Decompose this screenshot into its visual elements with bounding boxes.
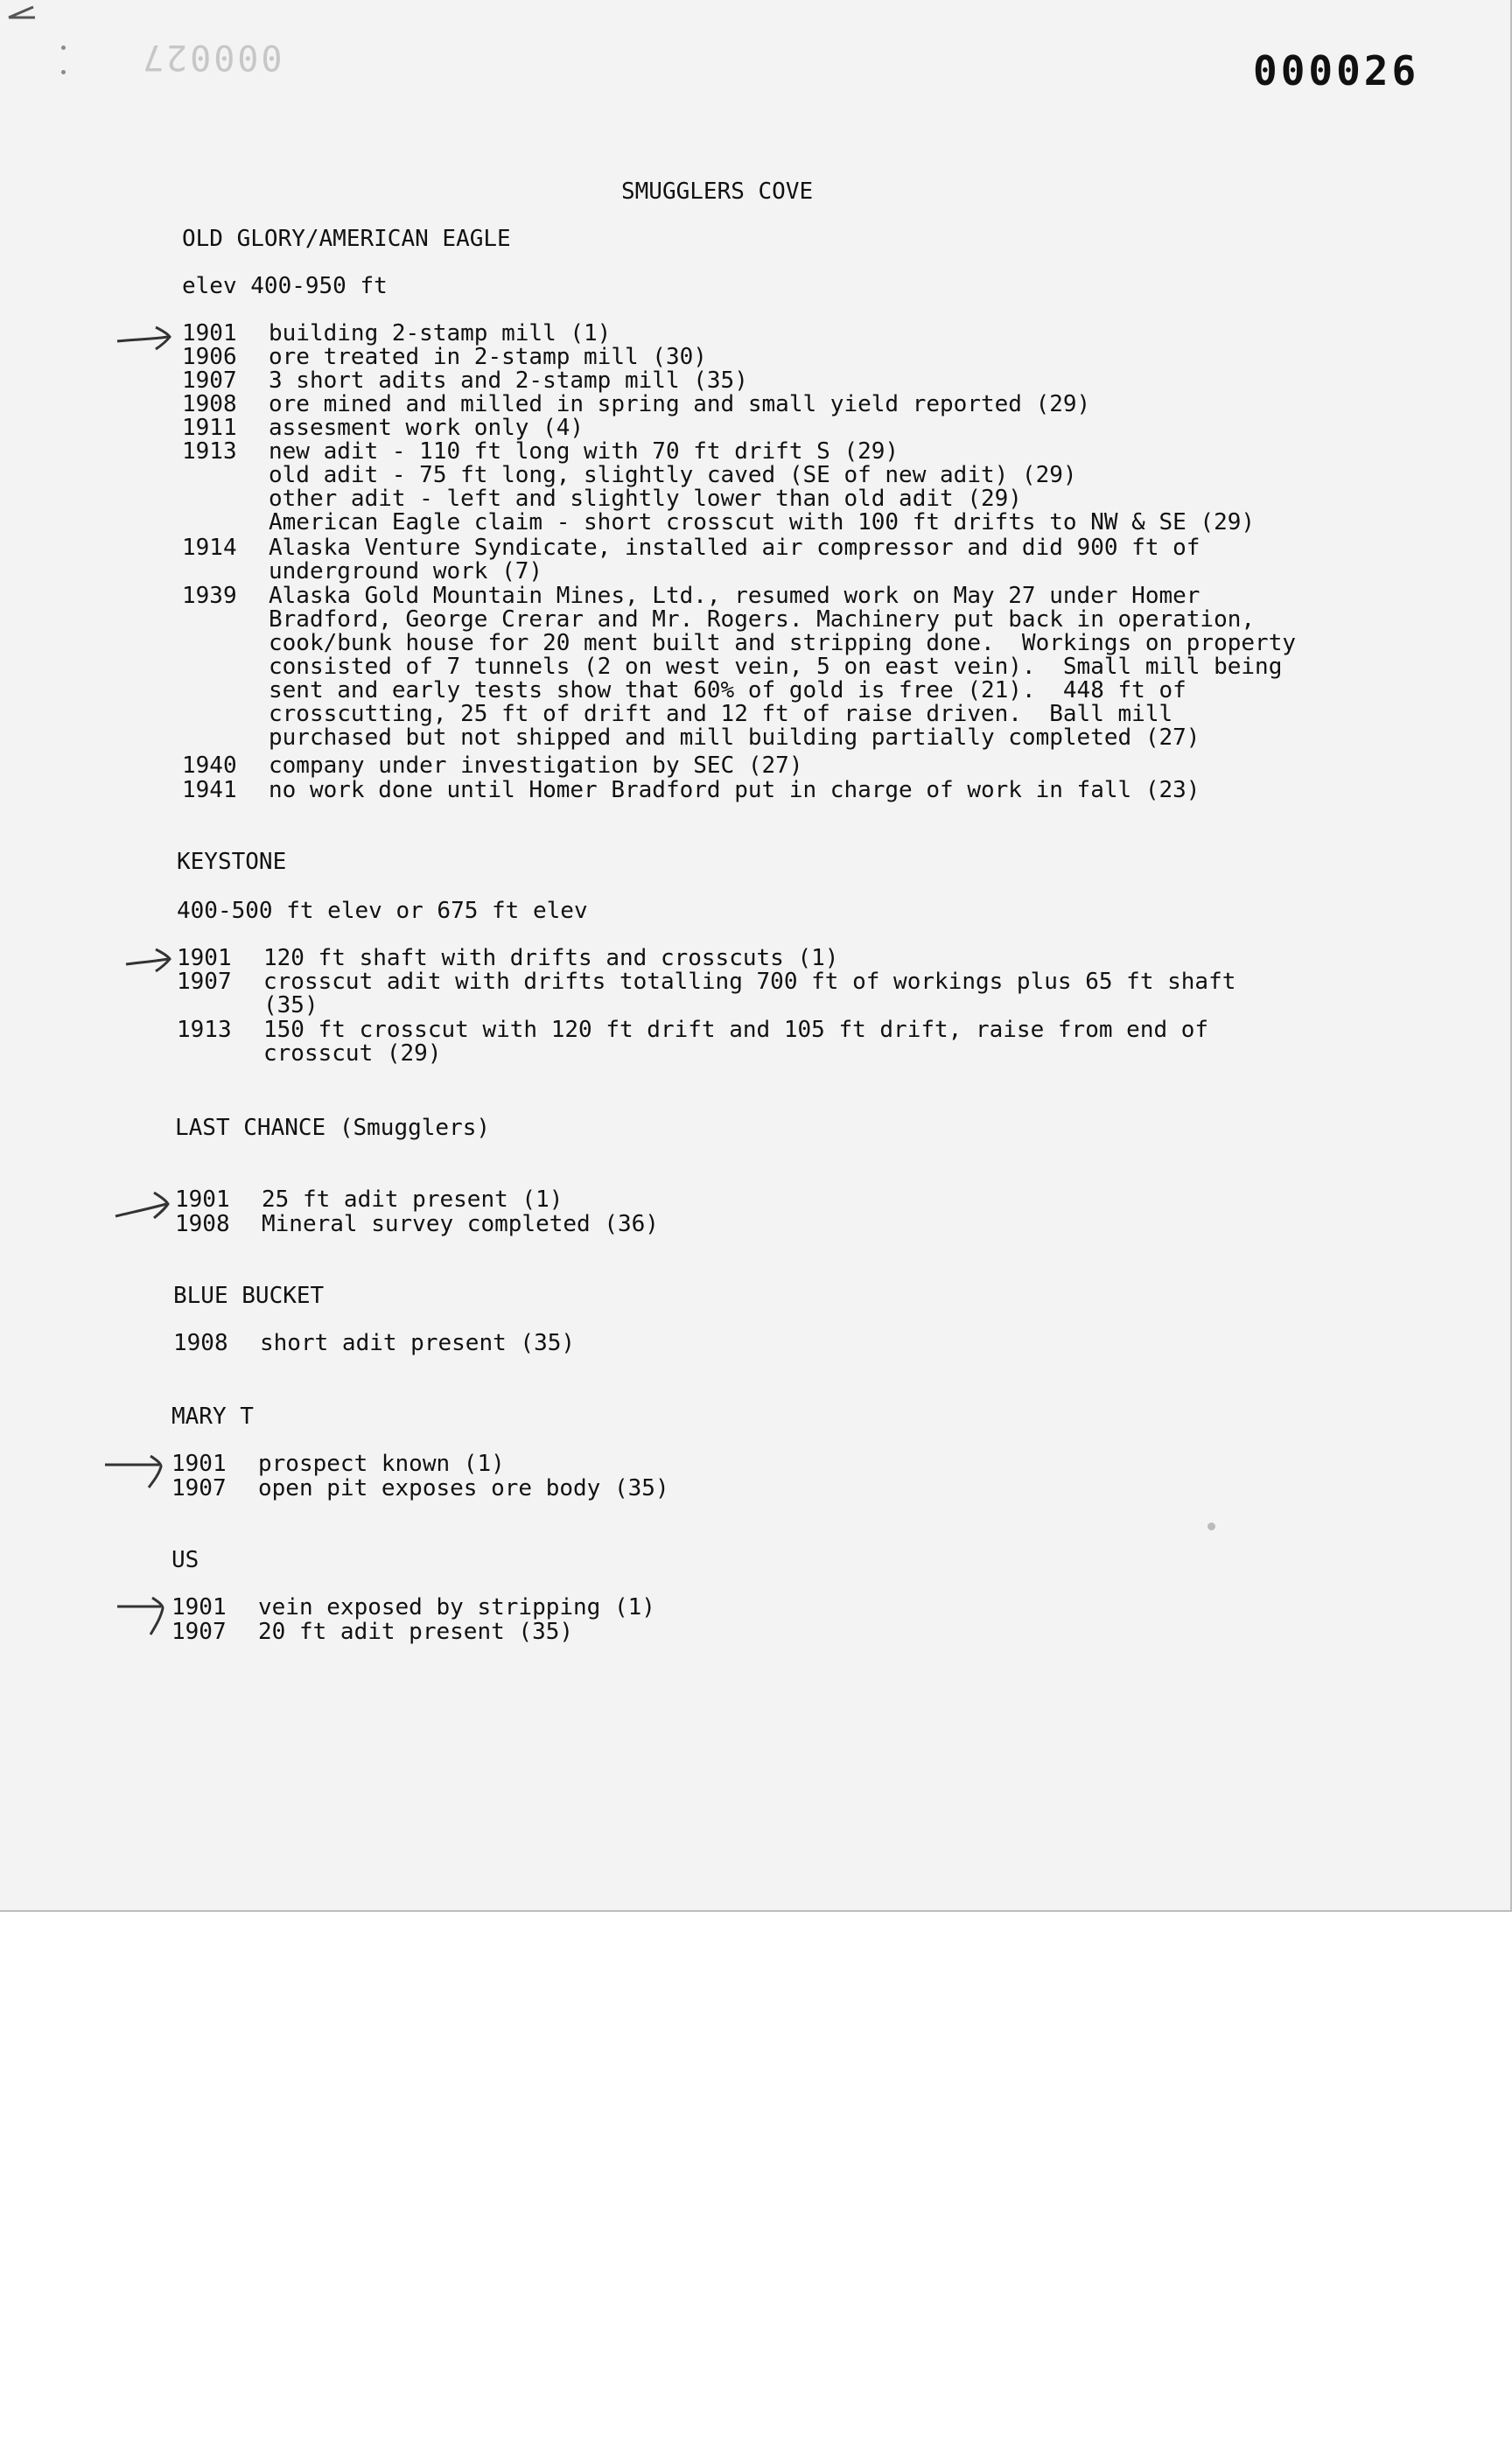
section-heading: KEYSTONE	[177, 849, 287, 875]
page-stamp-number: 000026	[1253, 47, 1420, 94]
entry-year: 1901	[177, 945, 232, 971]
entry-text: short adit present (35)	[260, 1330, 576, 1356]
entry-year: 1906	[182, 344, 237, 370]
entry-text: 20 ft adit present (35)	[258, 1619, 574, 1645]
faint-page-number: 000027	[140, 37, 283, 77]
section-heading: BLUE BUCKET	[173, 1283, 325, 1309]
entry-year: 1913	[182, 438, 237, 465]
section-heading: LAST CHANCE (Smugglers)	[175, 1115, 491, 1141]
entry-text: crosscut adit with drifts totalling 700 ft of workings plus 65 ft shaft (35)	[263, 969, 1236, 1018]
entry-year: 1907	[172, 1619, 227, 1645]
entry-text: prospect known (1)	[258, 1451, 505, 1477]
entry-text: 3 short adits and 2-stamp mill (35)	[269, 368, 748, 394]
margin-arrow-icon	[122, 945, 175, 975]
entry-year: 1907	[177, 969, 232, 995]
entry-year: 1939	[182, 583, 237, 609]
entry-year: 1907	[182, 368, 237, 394]
faint-dot	[61, 46, 66, 50]
margin-arrow-icon	[114, 322, 175, 352]
entry-text: Alaska Venture Syndicate, installed air compressor and did 900 ft of underground work (7)	[269, 535, 1200, 584]
section-elevation: elev 400-950 ft	[182, 273, 388, 299]
entry-text: ore mined and milled in spring and small yield reported (29)	[269, 391, 1091, 417]
corner-pen-mark	[7, 2, 37, 21]
section-heading: US	[172, 1547, 200, 1573]
margin-arrow-icon	[102, 1452, 172, 1491]
margin-arrow-icon	[114, 1594, 172, 1638]
entry-text: new adit - 110 ft long with 70 ft drift S (29) old adit - 75 ft long, slightly caved (SE of new adit) (29) other adit - left and slightly lower than old adit (29) American Eagle claim - short crosscut with 100 ft drifts to NW & SE (29)	[269, 438, 1256, 536]
entry-text: 25 ft adit present (1)	[262, 1186, 564, 1213]
page-title: SMUGGLERS COVE	[621, 178, 814, 205]
entry-text: company under investigation by SEC (27)	[269, 752, 803, 779]
entry-year: 1908	[182, 391, 237, 417]
section-heading: MARY T	[172, 1404, 254, 1430]
entry-year: 1914	[182, 535, 237, 561]
entry-text: 120 ft shaft with drifts and crosscuts (1)	[263, 945, 839, 971]
entry-text: building 2-stamp mill (1)	[269, 320, 612, 346]
entry-year: 1913	[177, 1017, 232, 1043]
entry-text: vein exposed by stripping (1)	[258, 1594, 655, 1620]
entry-year: 1911	[182, 415, 237, 441]
entry-text: Mineral survey completed (36)	[262, 1211, 659, 1237]
entry-text: assesment work only (4)	[269, 415, 584, 441]
entry-text: ore treated in 2-stamp mill (30)	[269, 344, 707, 370]
entry-text: open pit exposes ore body (35)	[258, 1475, 669, 1502]
entry-year: 1941	[182, 777, 237, 803]
entry-year: 1908	[173, 1330, 228, 1356]
section-heading: OLD GLORY/AMERICAN EAGLE	[182, 226, 511, 252]
faint-dot	[1208, 1522, 1215, 1530]
entry-text: no work done until Homer Bradford put in charge of work in fall (23)	[269, 777, 1200, 803]
entry-year: 1901	[182, 320, 237, 346]
entry-text: Alaska Gold Mountain Mines, Ltd., resumed work on May 27 under Homer Bradford, George Crerar and Mr. Rogers. Machinery put back in operation, cook/bunk house for 20 ment built and stripping done. Workings on property consisted of 7 tunnels (2 on west vein, 5 on east vein). Small mill being sent and early tests show that 60% of gold is free (21). 448 ft of crosscutting, 25 ft of drift and 12 ft of raise driven. Ball mill purchased but not shipped and mill building partially completed (27)	[269, 583, 1296, 751]
entry-year: 1940	[182, 752, 237, 779]
entry-year: 1901	[175, 1186, 230, 1213]
entry-text: 150 ft crosscut with 120 ft drift and 105 ft drift, raise from end of crosscut (29)	[263, 1017, 1209, 1067]
entry-year: 1901	[172, 1594, 227, 1620]
entry-year: 1907	[172, 1475, 227, 1502]
section-elevation: 400-500 ft elev or 675 ft elev	[177, 898, 588, 924]
margin-arrow-icon	[112, 1188, 175, 1223]
entry-year: 1908	[175, 1211, 230, 1237]
entry-year: 1901	[172, 1451, 227, 1477]
faint-dot	[61, 70, 66, 74]
